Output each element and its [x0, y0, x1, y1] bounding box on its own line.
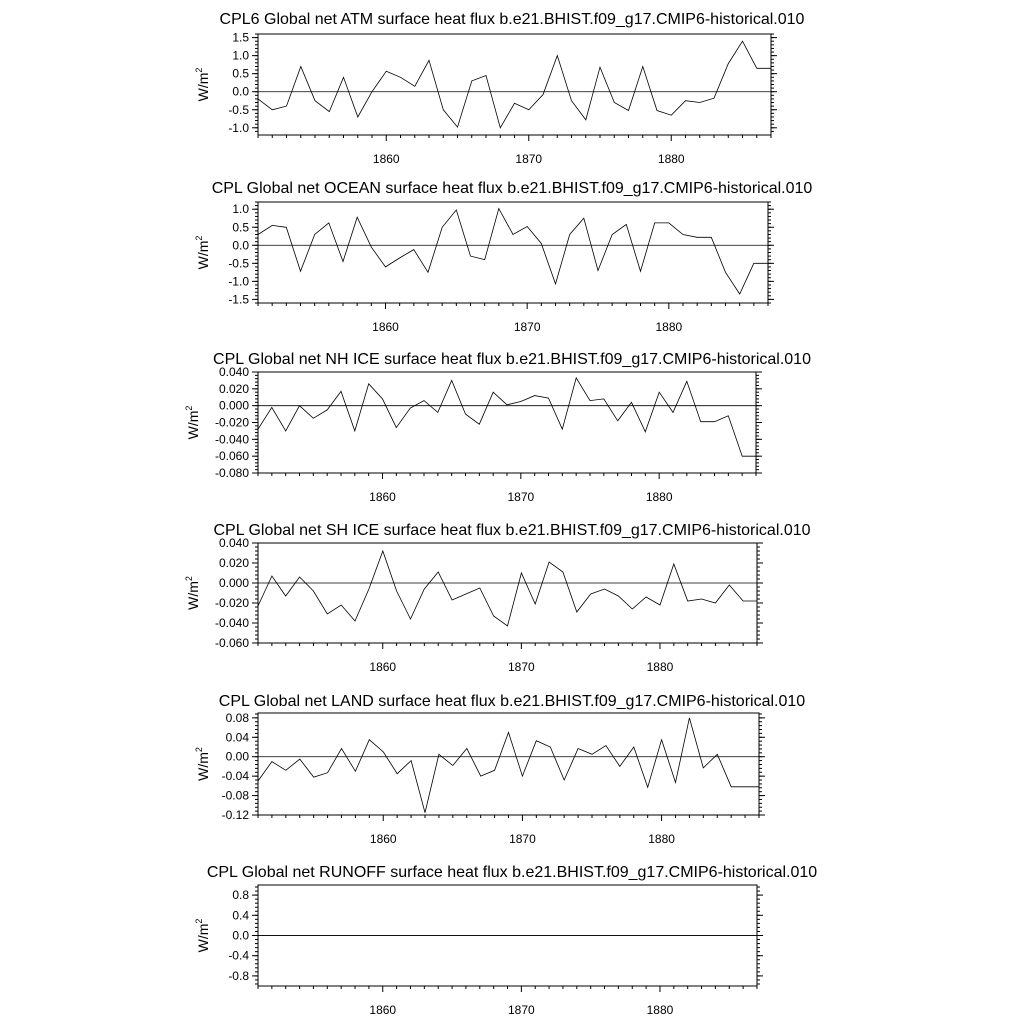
data-point: [717, 754, 718, 755]
data-point: [343, 77, 344, 78]
data-point: [520, 401, 521, 402]
data-point: [743, 600, 744, 601]
data-point: [534, 395, 535, 396]
data-point: [656, 110, 657, 111]
data-point: [329, 111, 330, 112]
data-point: [385, 266, 386, 267]
y-axis-label-exponent: 2: [194, 747, 204, 753]
data-point: [744, 786, 745, 787]
data-point: [271, 761, 272, 762]
x-tick-label: 1860: [372, 320, 399, 334]
data-point: [542, 94, 543, 95]
y-tick-label: 1.0: [232, 48, 249, 63]
data-point: [410, 618, 411, 619]
data-point: [569, 234, 570, 235]
y-axis-label-unit: W/m: [195, 752, 211, 781]
data-point: [368, 383, 369, 384]
y-tick-label: -0.04: [221, 769, 249, 784]
data-point: [700, 421, 701, 422]
data-point: [480, 776, 481, 777]
data-point: [506, 404, 507, 405]
plot-frame: [258, 713, 759, 815]
data-point: [711, 237, 712, 238]
data-point: [562, 429, 563, 430]
y-axis-label-unit: W/m: [195, 72, 211, 102]
data-point: [498, 208, 499, 209]
data-point: [645, 431, 646, 432]
data-point: [654, 222, 655, 223]
data-point: [548, 561, 549, 562]
data-point: [313, 590, 314, 591]
data-point: [286, 106, 287, 107]
y-tick-label: -1.0: [228, 120, 249, 135]
data-point: [438, 571, 439, 572]
y-tick-label: -0.08: [221, 788, 249, 803]
y-axis-label: [194, 747, 211, 781]
data-point: [619, 766, 620, 767]
data-point: [500, 127, 501, 128]
data-point: [756, 600, 757, 601]
data-point: [585, 119, 586, 120]
data-point: [285, 770, 286, 771]
data-point: [756, 68, 757, 69]
data-point: [671, 115, 672, 116]
data-point: [685, 100, 686, 101]
data-point: [576, 611, 577, 612]
data-point: [507, 625, 508, 626]
x-tick-label: 1870: [508, 660, 535, 674]
data-point: [603, 398, 604, 399]
data-point: [382, 398, 383, 399]
data-point: [739, 293, 740, 294]
data-point: [313, 777, 314, 778]
data-point: [327, 409, 328, 410]
x-tick-label: 1870: [509, 832, 536, 846]
data-point: [314, 234, 315, 235]
data-point: [371, 246, 372, 247]
data-point: [397, 773, 398, 774]
data-point: [697, 237, 698, 238]
data-point: [399, 257, 400, 258]
data-point: [672, 412, 673, 413]
plot-frame: [258, 202, 768, 303]
y-tick-label: -1.5: [228, 292, 249, 307]
data-point: [631, 402, 632, 403]
data-point: [438, 754, 439, 755]
data-point: [423, 400, 424, 401]
data-point: [424, 588, 425, 589]
data-point: [555, 283, 556, 284]
y-tick-label: 0.5: [232, 66, 249, 81]
y-axis-label: [194, 919, 211, 953]
data-point: [413, 249, 414, 250]
data-point: [451, 380, 452, 381]
data-point: [456, 209, 457, 210]
data-point: [257, 429, 258, 430]
data-point: [646, 596, 647, 597]
data-point: [386, 71, 387, 72]
x-tick-label: 1880: [655, 320, 683, 334]
series-line: [258, 209, 768, 295]
data-point: [675, 782, 676, 783]
y-tick-label: 0.04: [225, 730, 249, 745]
chart-panel-6: [194, 864, 817, 1017]
y-tick-label: 0.5: [232, 220, 249, 235]
data-point: [626, 224, 627, 225]
data-point: [271, 407, 272, 408]
data-point: [396, 590, 397, 591]
data-point: [548, 397, 549, 398]
data-point: [687, 600, 688, 601]
data-point: [541, 243, 542, 244]
data-point: [314, 100, 315, 101]
chart-panel-2: [194, 180, 812, 334]
data-point: [605, 745, 606, 746]
plot-frame: [258, 543, 757, 643]
chart-panel-3: [184, 351, 811, 504]
data-point: [508, 732, 509, 733]
chart-title: CPL Global net SH ICE surface heat flux b.e21.BHIST.f09_g17.CMIP6-historical.010: [213, 522, 811, 539]
data-point: [661, 739, 662, 740]
data-point: [313, 418, 314, 419]
data-point: [577, 748, 578, 749]
data-point: [484, 259, 485, 260]
data-point: [535, 603, 536, 604]
data-point: [564, 779, 565, 780]
data-point: [742, 456, 743, 457]
data-point: [328, 222, 329, 223]
chart-title: CPL Global net LAND surface heat flux b.e21.BHIST.f09_g17.CMIP6-historical.010: [218, 693, 806, 710]
x-tick-label: 1880: [646, 660, 674, 674]
data-point: [562, 571, 563, 572]
y-tick-label: 0.00: [225, 749, 249, 764]
data-point: [257, 234, 258, 235]
x-tick-label: 1860: [372, 152, 400, 166]
y-axis-label-unit: W/m: [185, 581, 201, 610]
y-tick-label: 1.5: [232, 30, 249, 45]
data-point: [703, 767, 704, 768]
data-point: [701, 598, 702, 599]
y-axis-label: [194, 68, 211, 102]
y-tick-label: -0.020: [214, 596, 249, 610]
data-point: [257, 98, 258, 99]
data-point: [753, 263, 754, 264]
y-axis-label: [184, 576, 201, 610]
data-point: [371, 91, 372, 92]
x-tick-label: 1860: [369, 490, 396, 504]
data-point: [617, 420, 618, 421]
y-tick-label: 0.08: [225, 710, 249, 725]
data-point: [599, 67, 600, 68]
data-point: [300, 66, 301, 67]
data-point: [479, 587, 480, 588]
y-tick-label: -0.4: [228, 948, 249, 963]
y-axis-label-exponent: 2: [194, 918, 204, 924]
data-point: [271, 575, 272, 576]
y-tick-label: -1.0: [228, 274, 249, 289]
data-point: [479, 424, 480, 425]
data-point: [514, 103, 515, 104]
data-point: [686, 381, 687, 382]
chart-title: CPL6 Global net ATM surface heat flux b.e21.BHIST.f09_g17.CMIP6-historical.010: [219, 11, 805, 28]
data-point: [341, 604, 342, 605]
data-point: [494, 770, 495, 771]
y-tick-label: 0.4: [232, 908, 249, 923]
data-point: [612, 234, 613, 235]
data-point: [466, 748, 467, 749]
x-tick-label: 1860: [369, 832, 397, 846]
series-line: [258, 41, 771, 128]
data-point: [300, 271, 301, 272]
y-axis-label-exponent: 2: [194, 67, 204, 73]
plot-frame: [258, 34, 771, 135]
data-point: [589, 400, 590, 401]
data-point: [521, 572, 522, 573]
data-point: [470, 256, 471, 257]
x-tick-label: 1870: [508, 1003, 535, 1017]
data-point: [368, 588, 369, 589]
data-point: [428, 60, 429, 61]
data-point: [767, 263, 768, 264]
data-point: [410, 408, 411, 409]
y-tick-label: 0.020: [218, 556, 249, 570]
y-axis-label-exponent: 2: [194, 235, 204, 241]
chart-panel-1: [194, 11, 805, 166]
chart-title: CPL Global net NH ICE surface heat flux b.e21.BHIST.f09_g17.CMIP6-historical.010: [213, 351, 811, 368]
x-tick-label: 1880: [645, 490, 673, 504]
data-point: [272, 109, 273, 110]
data-point: [597, 270, 598, 271]
x-tick-label: 1880: [648, 832, 675, 846]
data-point: [728, 415, 729, 416]
x-tick-label: 1870: [507, 490, 535, 504]
data-point: [659, 604, 660, 605]
data-point: [668, 222, 669, 223]
y-axis-label-exponent: 2: [184, 405, 194, 411]
x-tick-label: 1870: [513, 320, 541, 334]
data-point: [714, 421, 715, 422]
data-point: [604, 588, 605, 589]
data-point: [755, 456, 756, 457]
data-point: [583, 218, 584, 219]
data-point: [465, 413, 466, 414]
data-point: [451, 599, 452, 600]
data-point: [471, 80, 472, 81]
data-point: [354, 430, 355, 431]
data-point: [550, 746, 551, 747]
data-point: [673, 563, 674, 564]
chart-panel-4: [184, 522, 811, 674]
data-point: [493, 615, 494, 616]
data-point: [571, 100, 572, 101]
data-point: [257, 605, 258, 606]
y-tick-label: 0.0: [232, 84, 249, 99]
data-point: [522, 776, 523, 777]
y-tick-label: -0.060: [214, 636, 249, 650]
data-point: [758, 786, 759, 787]
data-point: [442, 227, 443, 228]
data-point: [327, 772, 328, 773]
data-point: [647, 787, 648, 788]
data-point: [410, 760, 411, 761]
data-point: [427, 272, 428, 273]
data-point: [590, 593, 591, 594]
data-point: [299, 759, 300, 760]
data-point: [465, 593, 466, 594]
y-tick-label: -0.020: [214, 415, 249, 430]
x-tick-label: 1880: [657, 152, 685, 166]
data-point: [713, 98, 714, 99]
y-axis-label: [194, 236, 211, 270]
data-point: [756, 935, 757, 936]
chart-panel-5: [194, 693, 805, 846]
data-point: [770, 68, 771, 69]
data-point: [614, 102, 615, 103]
data-point: [699, 102, 700, 103]
data-point: [285, 430, 286, 431]
data-point: [286, 227, 287, 228]
y-tick-label: -0.080: [214, 466, 249, 480]
y-tick-label: 0.000: [218, 398, 249, 413]
data-point: [633, 746, 634, 747]
data-point: [452, 765, 453, 766]
data-point: [729, 584, 730, 585]
y-tick-label: -0.040: [214, 432, 249, 447]
data-point: [682, 234, 683, 235]
y-tick-label: 1.0: [232, 202, 249, 217]
chart-title: CPL Global net RUNOFF surface heat flux b.e21.BHIST.f09_g17.CMIP6-historical.010: [206, 864, 818, 881]
x-tick-label: 1860: [369, 1003, 397, 1017]
data-point: [689, 717, 690, 718]
data-point: [369, 739, 370, 740]
data-point: [437, 412, 438, 413]
data-point: [628, 110, 629, 111]
data-point: [557, 55, 558, 56]
data-point: [576, 377, 577, 378]
y-axis-label-exponent: 2: [184, 576, 194, 582]
y-tick-label: 0.0: [232, 928, 249, 943]
y-tick-label: -0.8: [228, 968, 249, 983]
y-tick-label: -0.5: [228, 256, 249, 271]
y-axis-label-unit: W/m: [185, 410, 201, 440]
y-axis-label-unit: W/m: [195, 240, 211, 270]
data-point: [512, 234, 513, 235]
y-tick-label: -0.5: [228, 102, 249, 117]
y-axis-label: [184, 406, 201, 440]
data-point: [400, 77, 401, 78]
data-point: [424, 812, 425, 813]
data-point: [731, 786, 732, 787]
series-line: [258, 378, 756, 456]
data-point: [272, 225, 273, 226]
y-tick-label: 0.000: [218, 576, 249, 590]
data-point: [640, 271, 641, 272]
data-point: [355, 771, 356, 772]
y-axis-label-unit: W/m: [195, 923, 211, 953]
data-point: [527, 226, 528, 227]
data-point: [493, 392, 494, 393]
data-point: [354, 620, 355, 621]
data-point: [528, 109, 529, 110]
y-tick-label: 0.020: [218, 381, 249, 396]
y-tick-label: 0.0: [232, 238, 249, 253]
data-point: [725, 272, 726, 273]
y-tick-label: 0.040: [218, 365, 249, 379]
data-point: [742, 41, 743, 42]
data-point: [341, 748, 342, 749]
data-point: [357, 217, 358, 218]
data-point: [285, 595, 286, 596]
data-point: [299, 576, 300, 577]
series-line: [258, 551, 757, 626]
y-tick-label: -0.060: [214, 449, 249, 464]
data-point: [257, 780, 258, 781]
data-point: [342, 261, 343, 262]
y-tick-label: 0.040: [218, 536, 249, 550]
chart-title: CPL Global net OCEAN surface heat flux b.e21.BHIST.f09_g17.CMIP6-historical.010: [211, 180, 813, 197]
data-point: [443, 109, 444, 110]
data-point: [299, 405, 300, 406]
y-tick-label: 0.8: [232, 888, 249, 903]
data-point: [414, 86, 415, 87]
data-point: [383, 751, 384, 752]
plot-frame: [258, 372, 756, 473]
x-tick-label: 1860: [369, 660, 397, 674]
data-point: [340, 391, 341, 392]
data-point: [715, 602, 716, 603]
data-point: [642, 66, 643, 67]
data-point: [396, 427, 397, 428]
data-point: [357, 116, 358, 117]
data-point: [382, 550, 383, 551]
data-point: [485, 75, 486, 76]
data-point: [327, 613, 328, 614]
y-tick-label: -0.12: [221, 808, 249, 822]
data-point: [591, 754, 592, 755]
data-point: [659, 392, 660, 393]
data-point: [728, 63, 729, 64]
data-point: [457, 126, 458, 127]
data-point: [257, 935, 258, 936]
data-point: [618, 595, 619, 596]
data-point: [632, 608, 633, 609]
x-tick-label: 1880: [646, 1003, 674, 1017]
x-tick-label: 1870: [515, 152, 543, 166]
data-point: [536, 740, 537, 741]
y-tick-label: -0.040: [214, 616, 249, 630]
